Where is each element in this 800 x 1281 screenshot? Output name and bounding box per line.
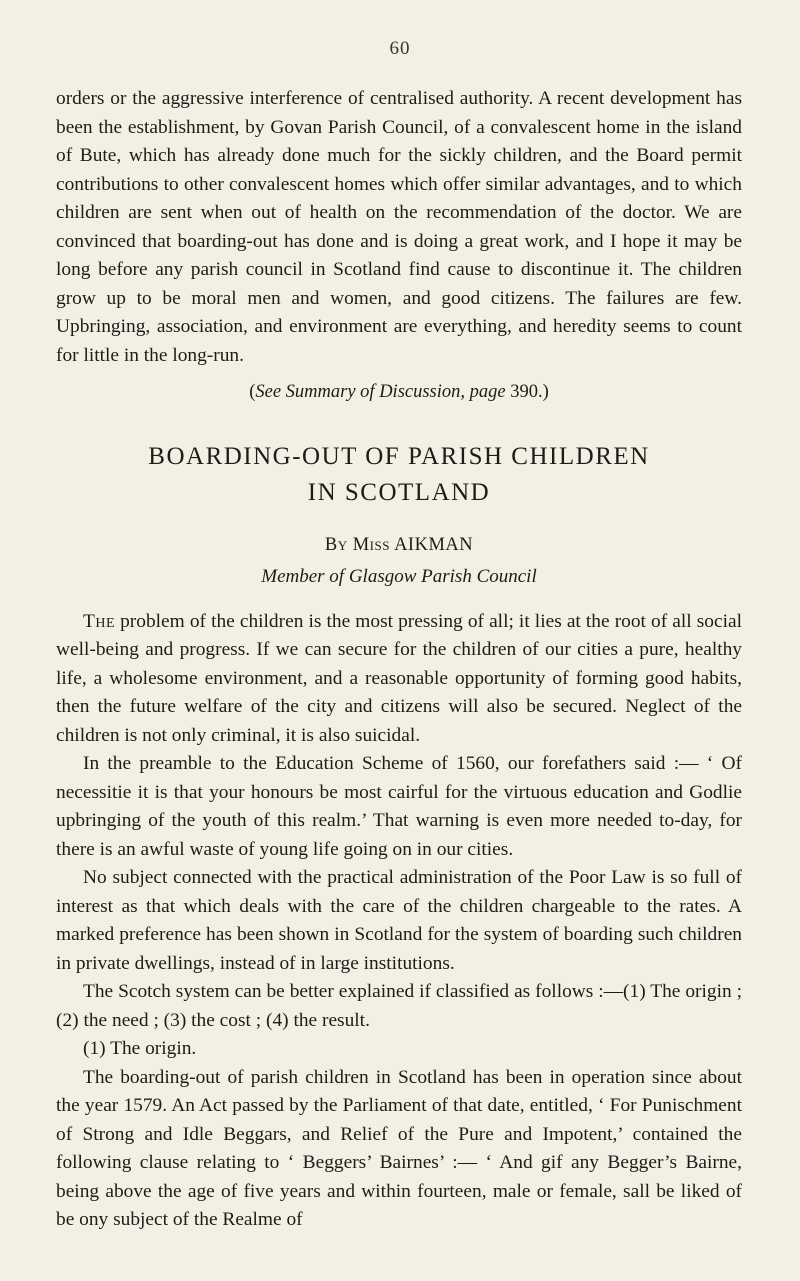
page-number: 60	[389, 38, 411, 59]
intro-paragraph: orders or the aggressive interference of centralised authority. A recent development has been the establishment, by Govan Parish Council, of a convalescent home in the island of Bute, which has already done much for the sickly children, and the Board permit contributions to other convalescent homes which offer similar advantages, and to which children are sent when out of health on the recommendation of the doctor. We are convinced that boarding-out has done and is doing a great work, and I hope it may be long before any parish council in Scotland find cause to discontinue it. The children grow up to be moral men and women, and good citizens. The failures are few. Upbringing, association, and environment are everything, and heredity seems to count for little in the long-run.	[56, 88, 742, 366]
body-paragraph-3: No subject connected with the practical administration of the Poor Law is so full of interest as that which deals with the care of the children chargeable to the rates. A marked preference has been shown in Scotland for the system of boarding such children in private dwellings, instead of in large institutions.	[56, 867, 742, 974]
page-content	[56, 85, 742, 1235]
author-credit: Member of Glasgow Parish Council	[261, 566, 537, 587]
body-paragraph-1	[56, 608, 742, 751]
body-paragraph-2: In the preamble to the Education Scheme of 1560, our forefathers said :— ‘ Of necessitie it is that your honours be most cairful for the virtuous education and Godlie upbringing of the youth of this realm.’ That warning is even more needed to-day, for there is an awful waste of young life going on in our cities.	[56, 753, 742, 860]
see-reference-page: 390.)	[505, 382, 549, 402]
article-title	[56, 439, 742, 511]
section-heading-origin: (1) The origin.	[83, 1038, 197, 1059]
see-reference	[56, 378, 742, 407]
article-title-line-1: BOARDING-OUT OF PARISH CHILDREN	[148, 442, 650, 470]
article-title-line-2: IN SCOTLAND	[307, 478, 491, 506]
author-byline: By Miss AIKMAN	[324, 534, 474, 555]
body-paragraph-5: The boarding-out of parish children in Scotland has been in operation since about the year 1579. An Act passed by the Parliament of that date, entitled, ‘ For Punischment of Strong and Idle Beggars, and Relief of the Pure and Impotent,’ contained the following clause relating to ‘ Beggers’ Bairnes’ :— ‘ And gif any Begger’s Bairne, being above the age of five years and within fourteen, male or female, sall be liked of be ony subject of the Realme of	[56, 1066, 742, 1230]
see-reference-text: See Summary of Discussion, page	[255, 382, 506, 402]
drop-first-word: The	[83, 610, 116, 632]
body-paragraph-1-text: problem of the children is the most pressing of all; it lies at the root of all social well-being and progress. If we can secure for the children of our cities a pure, healthy life, a wholesome environment, and a reasonable opportunity of forming good habits, then the future welfare of the city and citizens will also be secured. Neglect of the children is not only criminal, it is also suicidal.	[56, 610, 742, 746]
see-reference-open: (	[249, 382, 256, 402]
body-paragraph-4: The Scotch system can be better explained if classified as follows :—(1) The origin ; (2) the need ; (3) the cost ; (4) the result.	[56, 981, 742, 1031]
